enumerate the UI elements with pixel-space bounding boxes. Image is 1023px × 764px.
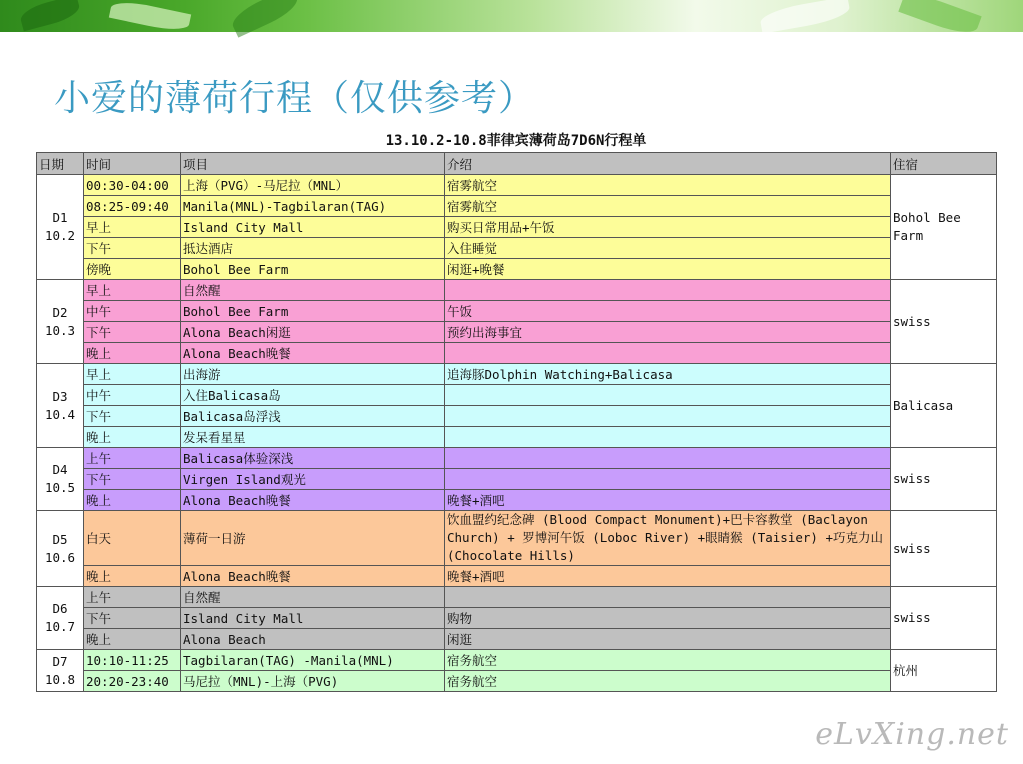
- leaf-decoration: [18, 0, 82, 31]
- table-row: [37, 364, 997, 385]
- day-cell: [37, 280, 84, 364]
- table-row: [37, 587, 997, 608]
- day-label: D4: [52, 462, 68, 477]
- time-cell: 晚上: [84, 566, 181, 587]
- day-cell: [37, 448, 84, 511]
- item-cell: 出海游: [181, 364, 445, 385]
- table-row: [37, 490, 997, 511]
- header-stay: 住宿: [891, 153, 997, 175]
- intro-cell: [445, 385, 891, 406]
- time-cell: 下午: [84, 322, 181, 343]
- time-cell: 晚上: [84, 490, 181, 511]
- itinerary-table: [36, 152, 997, 692]
- time-cell: 早上: [84, 280, 181, 301]
- table-row: [37, 511, 997, 566]
- intro-cell: [445, 280, 891, 301]
- item-cell: Virgen Island观光: [181, 469, 445, 490]
- time-cell: 08:25-09:40: [84, 196, 181, 217]
- slide-title: 小爱的薄荷行程（仅供参考）: [54, 78, 536, 119]
- table-row: [37, 280, 997, 301]
- table-row: [37, 448, 997, 469]
- day-date: 10.4: [44, 406, 76, 422]
- day-date: 10.6: [44, 549, 76, 565]
- item-cell: 自然醒: [181, 280, 445, 301]
- intro-cell: 宿雾航空: [445, 175, 891, 196]
- table-row: [37, 608, 997, 629]
- table-row: [37, 301, 997, 322]
- header-item: 项目: [181, 153, 445, 175]
- table-row: [37, 343, 997, 364]
- time-cell: 晚上: [84, 629, 181, 650]
- item-cell: Alona Beach晚餐: [181, 566, 445, 587]
- table-row: [37, 629, 997, 650]
- itinerary-table-body: [37, 153, 997, 692]
- item-cell: 自然醒: [181, 587, 445, 608]
- table-row: [37, 322, 997, 343]
- intro-cell: 入住睡觉: [445, 238, 891, 259]
- time-cell: 上午: [84, 587, 181, 608]
- day-cell: [37, 175, 84, 280]
- item-cell: 入住Balicasa岛: [181, 385, 445, 406]
- item-cell: Island City Mall: [181, 608, 445, 629]
- day-cell: [37, 364, 84, 448]
- intro-cell: [445, 469, 891, 490]
- time-cell: 早上: [84, 364, 181, 385]
- time-cell: 上午: [84, 448, 181, 469]
- intro-cell: 宿务航空: [445, 650, 891, 671]
- time-cell: 下午: [84, 608, 181, 629]
- time-cell: 10:10-11:25: [84, 650, 181, 671]
- time-cell: 傍晚: [84, 259, 181, 280]
- intro-cell: 晚餐+酒吧: [445, 566, 891, 587]
- table-row: [37, 469, 997, 490]
- stay-cell: swiss: [891, 280, 997, 364]
- time-cell: 20:20-23:40: [84, 671, 181, 692]
- time-cell: 下午: [84, 238, 181, 259]
- day-label: D1: [52, 210, 68, 225]
- time-cell: 早上: [84, 217, 181, 238]
- time-cell: 中午: [84, 385, 181, 406]
- table-row: [37, 217, 997, 238]
- time-cell: 下午: [84, 469, 181, 490]
- intro-cell: 闲逛+晚餐: [445, 259, 891, 280]
- intro-cell: 预约出海事宜: [445, 322, 891, 343]
- intro-cell: [445, 343, 891, 364]
- intro-cell: [445, 448, 891, 469]
- day-cell: [37, 650, 84, 692]
- intro-cell: 购买日常用品+午饭: [445, 217, 891, 238]
- leaf-decoration: [228, 0, 302, 38]
- item-cell: Balicasa体验深浅: [181, 448, 445, 469]
- day-label: D7: [52, 653, 68, 669]
- time-cell: 00:30-04:00: [84, 175, 181, 196]
- intro-cell: [445, 587, 891, 608]
- intro-cell: [445, 406, 891, 427]
- day-cell: [37, 587, 84, 650]
- header-time: 时间: [84, 153, 181, 175]
- day-label: D3: [52, 388, 68, 404]
- watermark: eLvXing.net: [815, 717, 1009, 752]
- table-row: [37, 259, 997, 280]
- intro-cell: 宿务航空: [445, 671, 891, 692]
- leaf-decoration: [109, 0, 191, 34]
- day-date: 10.8: [44, 671, 76, 687]
- table-row: [37, 427, 997, 448]
- day-date: 10.7: [44, 619, 76, 634]
- day-label: D5: [52, 531, 68, 547]
- item-cell: Alona Beach: [181, 629, 445, 650]
- stay-cell: swiss: [891, 587, 997, 650]
- intro-cell: 闲逛: [445, 629, 891, 650]
- item-cell: Bohol Bee Farm: [181, 301, 445, 322]
- day-date: 10.2: [44, 228, 76, 243]
- item-cell: Manila(MNL)-Tagbilaran(TAG): [181, 196, 445, 217]
- item-cell: Alona Beach晚餐: [181, 343, 445, 364]
- time-cell: 晚上: [84, 427, 181, 448]
- stay-cell: 杭州: [891, 650, 997, 692]
- item-cell: 上海（PVG）-马尼拉（MNL）: [181, 175, 445, 196]
- stay-cell: Balicasa: [891, 364, 997, 448]
- leaf-decoration: [898, 0, 981, 39]
- day-label: D2: [52, 304, 68, 320]
- table-row: [37, 385, 997, 406]
- intro-cell: 晚餐+酒吧: [445, 490, 891, 511]
- table-row: [37, 406, 997, 427]
- header-intro: 介绍: [445, 153, 891, 175]
- stay-cell: swiss: [891, 448, 997, 511]
- table-row: [37, 566, 997, 587]
- time-cell: 中午: [84, 301, 181, 322]
- table-row: [37, 650, 997, 671]
- item-cell: Balicasa岛浮浅: [181, 406, 445, 427]
- item-cell: 抵达酒店: [181, 238, 445, 259]
- day-date: 10.3: [44, 322, 76, 338]
- time-cell: 下午: [84, 406, 181, 427]
- intro-cell: 追海豚Dolphin Watching+Balicasa: [445, 364, 891, 385]
- item-cell: Bohol Bee Farm: [181, 259, 445, 280]
- header-date: 日期: [37, 153, 84, 175]
- intro-cell: [445, 427, 891, 448]
- day-date: 10.5: [44, 480, 76, 495]
- time-cell: 晚上: [84, 343, 181, 364]
- item-cell: 马尼拉（MNL)-上海（PVG): [181, 671, 445, 692]
- stay-cell: swiss: [891, 511, 997, 587]
- intro-cell: 购物: [445, 608, 891, 629]
- decorative-leaf-banner: [0, 0, 1023, 32]
- intro-cell: 饮血盟约纪念碑 (Blood Compact Monument)+巴卡容教堂 (Baclayon Church) + 罗博河午饭 (Loboc River) +眼睛猴 (Taisier) +巧克力山 (Chocolate Hills): [445, 511, 891, 566]
- time-cell: 白天: [84, 511, 181, 566]
- item-cell: Alona Beach闲逛: [181, 322, 445, 343]
- table-header-row: [37, 153, 997, 175]
- stay-cell: Bohol Bee Farm: [891, 175, 997, 280]
- item-cell: Alona Beach晚餐: [181, 490, 445, 511]
- leaf-decoration: [759, 0, 851, 34]
- item-cell: 薄荷一日游: [181, 511, 445, 566]
- sheet-title: 13.10.2-10.8菲律宾薄荷岛7D6N行程单: [385, 133, 647, 149]
- day-cell: [37, 511, 84, 587]
- table-row: [37, 671, 997, 692]
- day-label: D6: [52, 601, 68, 616]
- item-cell: Island City Mall: [181, 217, 445, 238]
- item-cell: 发呆看星星: [181, 427, 445, 448]
- table-row: [37, 238, 997, 259]
- table-row: [37, 175, 997, 196]
- intro-cell: 宿雾航空: [445, 196, 891, 217]
- itinerary-sheet: [36, 131, 996, 692]
- table-row: [37, 196, 997, 217]
- intro-cell: 午饭: [445, 301, 891, 322]
- item-cell: Tagbilaran(TAG) -Manila(MNL): [181, 650, 445, 671]
